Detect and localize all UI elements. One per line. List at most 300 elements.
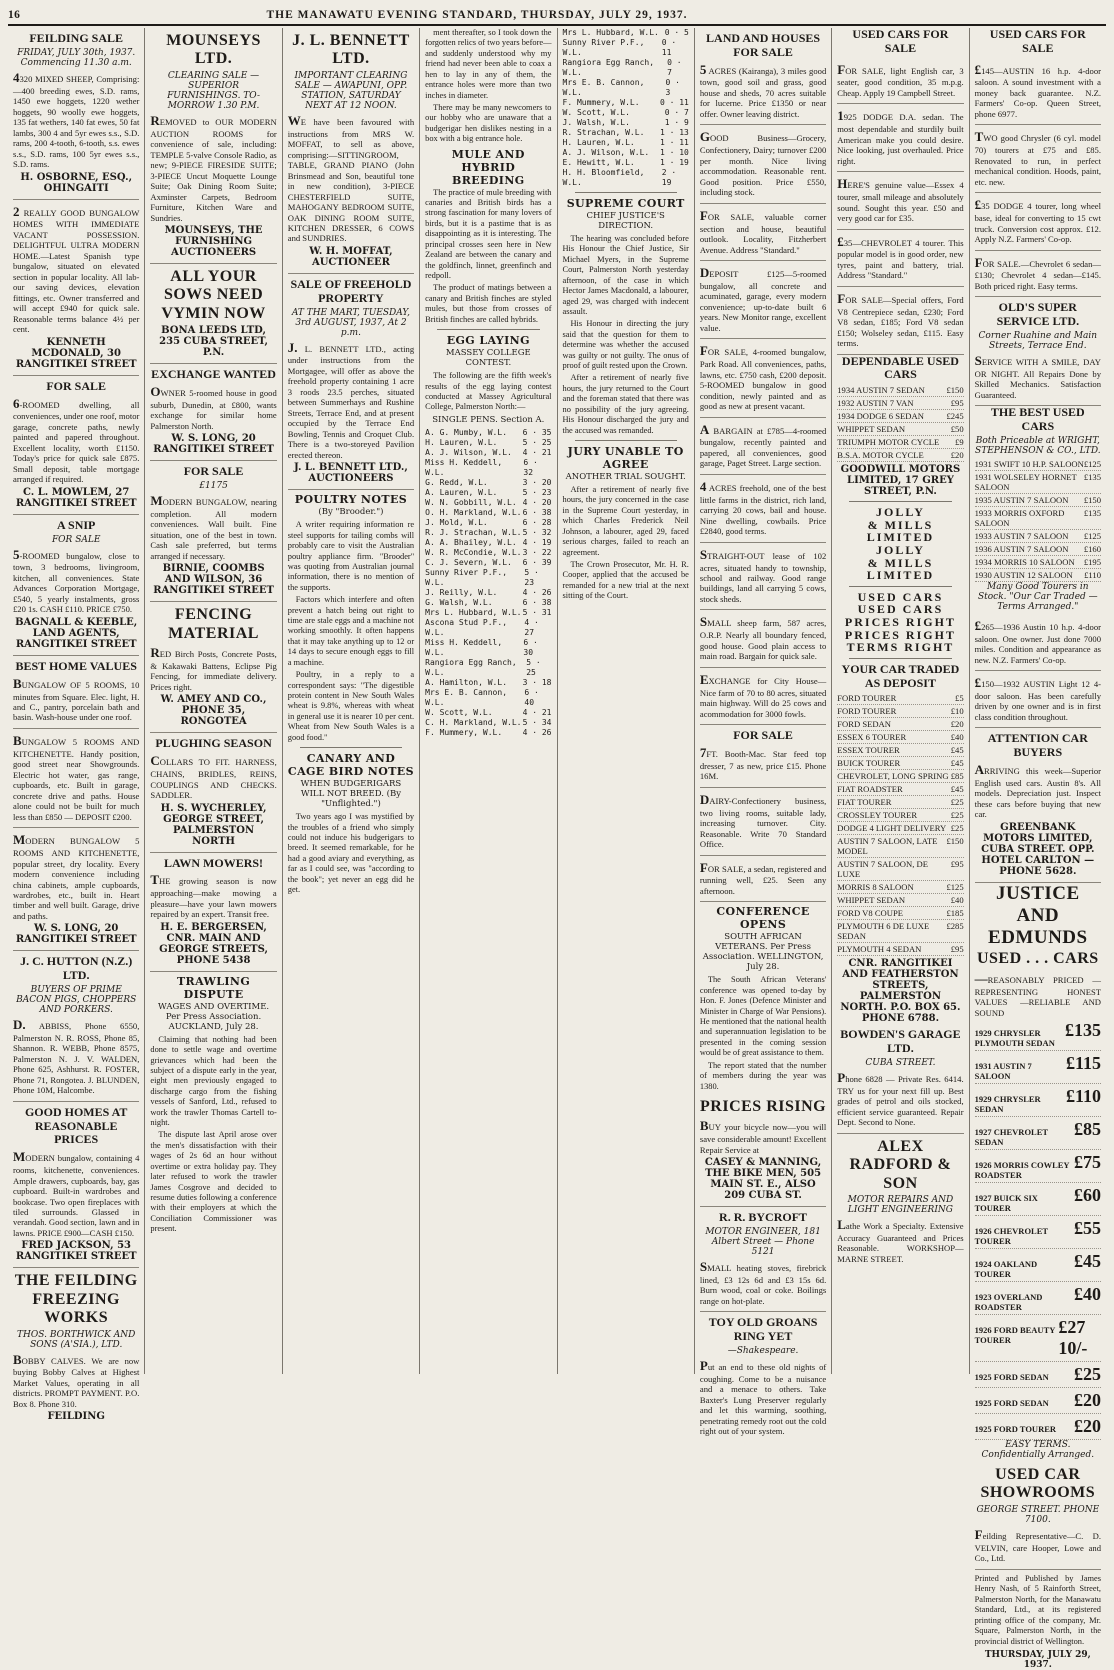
result-row xyxy=(425,428,551,438)
price-list-item xyxy=(837,692,963,705)
story-subheading: CHIEF JUSTICE'S DIRECTION. xyxy=(586,211,665,231)
entrant-name: A. A. Bhailey, W.L. xyxy=(425,537,517,547)
entrant-score: 5 · 32 xyxy=(522,527,552,537)
item-name: WHIPPET SEDAN xyxy=(837,424,906,435)
item-name: AUSTIN 7 SALOON, DE LUXE xyxy=(837,859,928,880)
price-list-item xyxy=(975,494,1101,507)
entrant-score: 3 · 20 xyxy=(522,477,552,487)
item-price: £135 xyxy=(1083,471,1101,482)
classified-ad xyxy=(700,339,826,417)
result-row xyxy=(425,508,551,518)
entrant-name: G. Redd, W.L. xyxy=(425,477,488,487)
item-name: CROSSLEY TOURER xyxy=(837,810,918,821)
ad-subheading: FRIDAY, JULY 30th, 1937. Commencing 11.30 a.m. xyxy=(17,47,136,68)
price-list-item xyxy=(975,1117,1101,1150)
classified-ad xyxy=(975,193,1101,250)
result-row xyxy=(425,548,551,558)
item-price: £45 xyxy=(1074,1251,1101,1272)
column-rule xyxy=(575,440,677,441)
result-row xyxy=(425,438,551,448)
ad-heading: ALL YOUR SOWS NEED VYMIN NOW xyxy=(161,268,266,322)
entrant-name: R. J. Strachan, W.L. xyxy=(425,527,522,537)
item-price: £195 xyxy=(1083,556,1101,567)
ad-body-text: J. L. BENNETT LTD., acting under instructions from the Mortgagee, will offer as above the freehold property containing 1 acre 3 roods 23.5 perches, situated between Summerhays and Rushine Streets, Terrace End, and at present occupied by the Terrace End Bowling, Tennis and Croquet Club. There is a two-storeyed Pavilion erected thereon. xyxy=(287,339,415,460)
ad-subheading: CUBA STREET. xyxy=(865,1057,936,1068)
entrant-name: Sunny River P.F., W.L. xyxy=(425,567,508,587)
item-name: CHEVROLET, LONG SPRING xyxy=(837,771,949,782)
news-story xyxy=(700,905,826,1092)
item-name: TRIUMPH MOTOR CYCLE xyxy=(837,437,940,448)
item-price: £40 xyxy=(950,895,964,906)
ad-body-text: £35—CHEVROLET 4 tourer. This popular model is in good order, new tyres, paint and battery, trial. Address "Standard." xyxy=(837,233,964,281)
advertiser-name: GREENBANK MOTORS LIMITED, CUBA STREET. OPP. HOTEL CARLTON — PHONE 5628. xyxy=(981,821,1095,877)
egg-laying-results xyxy=(425,428,551,738)
item-price: £55 xyxy=(1074,1218,1101,1239)
story-paragraph: After a retirement of nearly five hours, the jury returned to the Court and the foreman stated that there was no possibility of the jury agreeing. His Honour discharged the jury and the accused was remanded. xyxy=(562,373,689,435)
ad-body-text: 4320 MIXED SHEEP, Comprising:—400 breeding ewes, S.D. rams, 1450 ewe hoggets, 1220 wether hoggets, 90 woolly ewe hoggets, 135 fat wethers, 140 fat ewes, 50 fat lambs, 300 4 and 5yr ewes s.s., S.D. rams, 200 4-tooth, 6-tooth, s.s. ewes s.s., S.D. rams, 100 5yr ewes s.s., S.D. rams. xyxy=(13,69,140,170)
ad-body-text: 5 ACRES (Kairanga), 3 miles good town, good soil and grass, good house and sheds, 70 acres suitable for lucerne. Price £1350 or near offer. Owner leaving district. xyxy=(699,61,827,119)
price-list-item xyxy=(837,718,963,731)
ad-body-text: FOR SALE—Special offers, Ford V8 Centrepiece sedan, £230; Ford V8 sedan, £185; Ford V8 sedan £150; Wolseley sedan, £115. Easy terms. xyxy=(837,290,964,349)
entrant-score: 5 · 25 xyxy=(522,437,552,447)
item-price: £150 xyxy=(946,836,964,847)
classified-ad xyxy=(150,853,276,972)
ad-body-text: Lathe Work a Specialty. Extensive Accuracy Guaranteed and Prices Reasonable. WORKSHOP—MARNE STREET. xyxy=(837,1216,964,1264)
classified-ad xyxy=(700,261,826,339)
news-story xyxy=(150,975,276,1235)
column-4 xyxy=(420,28,557,1374)
entrant-name: Miss H. Keddell, W.L. xyxy=(425,457,503,477)
ad-body-text: MODERN BUNGALOW 5 ROOMS AND KITCHENETTE, popular street, dry locality. Every modern convenience including china cabinets, ample cupboards, wardrobes, etc., built in. Heart timber and well built. Garage, drive and paths. xyxy=(13,832,140,921)
ad-body-text: FOR SALE, a sedan, registered and running well, £25. Seen any afternoon. xyxy=(699,859,827,896)
price-list-item xyxy=(837,858,963,881)
ad-body-text: 7FT. Booth-Mac. Star feed top dresser, 7 as new, price £15. Phone 16M. xyxy=(699,744,827,782)
classified-ad xyxy=(288,274,414,490)
result-row xyxy=(425,448,551,458)
price-list-item xyxy=(837,449,963,462)
result-row xyxy=(425,488,551,498)
used-cars-line: TERMS RIGHT xyxy=(846,640,955,655)
used-cars-line: PRICES RIGHT xyxy=(844,627,956,642)
result-row xyxy=(563,28,689,38)
entrant-score: 0 · 3 xyxy=(665,78,680,97)
result-row xyxy=(563,78,689,98)
entrant-name: J. Mold, W.L. xyxy=(425,517,488,527)
masthead xyxy=(8,6,1106,26)
ad-body-text: SERVICE WITH A SMILE, DAY OR NIGHT. All Repairs Done by Skilled Mechanics. Satisfaction Guaranteed. xyxy=(974,352,1101,400)
easy-terms-note: EASY TERMS. Confidentially Arranged. xyxy=(981,1440,1095,1461)
section-header: USED CARS FOR SALE xyxy=(852,27,949,55)
item-price: £95 xyxy=(950,859,964,870)
classified-ad xyxy=(700,475,826,543)
classified-ad xyxy=(975,671,1101,728)
entrant-score: 6 · 28 xyxy=(522,517,552,527)
entrant-score: 1 · 13 xyxy=(659,128,689,137)
classified-ad xyxy=(837,58,963,105)
classified-ad xyxy=(150,461,276,602)
item-name: 1933 AUSTIN 7 SALOON xyxy=(974,530,1069,541)
ad-body-text: D. ABBISS, Phone 6550, Palmerston N. R. ROSS, Phone 85, Shannon. R. WEBB, Phone 8575, Palmerston N. J. V. WALDEN, Phone 625, Ashhurst. R. FOSTER, Phone 71, Rongotea. J. BLUNDEN, Phone 10M, Halcombe. xyxy=(13,1017,140,1096)
column-8-content xyxy=(974,27,1101,1670)
result-row xyxy=(563,168,689,188)
ad-body-text: WE have been favoured with instructions from MRS W. MOFFAT, to sell as above, comprising:—SITTINGROOM, TABLE, GRAND PIANO (John Brinsmead and Son, beautiful tone in new condition), 3-PIECE CHESTERFIELD SUITE, MAHOGANY BEDROOM SUITE, OAK DINING ROOM SUITE, KITCHEN DRESSER, 6 COWS and SUNDRIES. xyxy=(287,112,415,244)
entrant-score: 3 · 18 xyxy=(522,677,552,687)
entrant-name: Mrs E. B. Cannon, W.L. xyxy=(562,78,645,97)
price-list xyxy=(975,458,1101,582)
entrant-score: 1 · 9 xyxy=(664,118,689,127)
entrant-name: Rangiora Egg Ranch, W.L. xyxy=(425,657,517,677)
jolly-mills-logo-line: & MILLS xyxy=(867,517,934,532)
item-price: £75 xyxy=(1074,1152,1101,1173)
ad-body-text: BUNGALOW 5 ROOMS AND KITCHENETTE. Handy position, good street near Showgrounds. Electric hot water, gas range, cupboards, etc. Built in garage, concrete drive and paths. House alone could not be built for much less than £850 — DEPOSIT £200. xyxy=(13,732,140,822)
entrant-name: Mrs L. Hubbard, W.L. xyxy=(425,607,522,617)
contest-intro: The following are the fifth week's results of the egg laying contest conducted at Massey Agricultural College, Palmerston North:— xyxy=(425,371,552,412)
contest-headline: EGG LAYING xyxy=(446,334,530,348)
story-paragraph: Two years ago I was mystified by the troubles of a friend who simply could not induce his budgerigars to breed. It seemed remarkable, for he had a good aviary and everything, as far as I could see, was "according to the book"; yet never an egg did he get. xyxy=(287,812,415,895)
column-2-content xyxy=(150,28,276,1374)
item-price: £150 xyxy=(946,385,964,396)
entrant-name: J. Reilly, W.L. xyxy=(425,587,498,597)
price-list-item xyxy=(975,1018,1101,1051)
ad-body-text: GOOD Business—Grocery, Confectionery, Dairy; turnover £200 per month. Nice living accommodation. Reasonable rent. Good position. Price £550, including stock. xyxy=(699,129,827,198)
price-list-item xyxy=(975,1315,1101,1362)
ad-heading: LAWN MOWERS! xyxy=(164,855,264,870)
ad-body-text: £265—1936 Austin 10 h.p. 4-door saloon. One owner. Just done 7000 miles. Condition and appearance as new. N.Z. Farmers' Co-op. xyxy=(974,617,1101,665)
item-name: MORRIS 8 SALOON xyxy=(837,882,914,893)
column-5 xyxy=(558,28,695,1374)
classified-ad xyxy=(837,104,963,172)
entrant-name: Rangiora Egg Ranch, W.L. xyxy=(562,58,655,77)
price-list-item xyxy=(837,796,963,809)
ad-body-text: TWO good Chrysler (6 cyl. model 70) tourers at £75 and £85. Renovated to run, in perfect mechanical condition. Hoods, paint, etc. new. xyxy=(974,129,1101,187)
entrant-name: Miss H. Keddell, W.L. xyxy=(425,637,503,657)
item-name: 1931 SWIFT 10 H.P. SALOON xyxy=(974,458,1084,469)
entrant-name: C. H. Markland, W.L. xyxy=(425,717,522,727)
item-price: £40 xyxy=(1074,1284,1101,1305)
ad-heading: A SNIP xyxy=(57,517,96,532)
result-row xyxy=(563,108,689,118)
result-row xyxy=(425,658,551,678)
item-name: 1929 CHRYSLER PLYMOUTH SEDAN xyxy=(974,1028,1055,1049)
item-name: FORD V8 COUPE xyxy=(837,908,903,919)
ad-body-text: SMALL sheep farm, 587 acres, O.R.P. Nearly all boundary fenced, good house. Good plain access to main road. Bargain for quick sale. xyxy=(699,614,827,662)
price-list-item xyxy=(975,569,1101,582)
entrant-name: W. Scott, W.L. xyxy=(562,108,630,117)
classified-ad xyxy=(13,28,139,200)
price-list-item xyxy=(975,556,1101,569)
advertiser-name: KENNETH MCDONALD, 30 RANGITIKEI STREET xyxy=(15,336,137,370)
item-price: £125 xyxy=(1083,530,1101,541)
advertiser-name: BONA LEEDS LTD, 235 CUBA STREET, P.N. xyxy=(159,325,268,359)
price-list-item xyxy=(975,458,1101,471)
ad-body-text: Phone 6828 — Private Res. 6414. TRY us for your next fill up. Best grades of petrol and oils stocked, efficient service guaranteed. Repair Dept. Second to None. xyxy=(837,1069,964,1128)
story-subheading: SOUTH AFRICAN VETERANS. Per Press Association. WELLINGTON, July 28. xyxy=(702,932,824,973)
price-list-item xyxy=(975,1150,1101,1183)
item-name: B.S.A. MOTOR CYCLE xyxy=(837,450,924,461)
news-story xyxy=(425,148,551,325)
price-list-item xyxy=(837,920,963,943)
entrant-name: A. Hamilton, W.L. xyxy=(425,677,508,687)
story-paragraph: The product of matings between a canary and British finches are styled mules, but those from crosses of British finches are called hybrids. xyxy=(425,283,552,324)
item-name: BUICK TOURER xyxy=(837,758,901,769)
ad-heading: J. L. BENNETT LTD. xyxy=(292,32,410,68)
price-list-item xyxy=(975,1388,1101,1414)
story-headline: TRAWLING DISPUTE xyxy=(176,974,251,1001)
entrant-score: 6 · 38 xyxy=(522,597,552,607)
ad-heading: BEST HOME VALUES xyxy=(15,658,137,673)
result-row xyxy=(425,598,551,608)
egg-laying-contest xyxy=(425,334,551,738)
column-2 xyxy=(145,28,282,1374)
price-list-item xyxy=(975,1414,1101,1440)
story-paragraph: The hearing was concluded before His Honour the Chief Justice, Sir Michael Myers, in the Supreme Court, Palmerston North yesterday afternoon, of the case in which Hector James Macdonald, a labourer, aged 29, was charged with indecent assault. xyxy=(562,234,689,316)
classified-ad xyxy=(150,28,276,264)
result-row xyxy=(425,688,551,708)
entrant-score: 6 · 32 xyxy=(523,457,538,477)
ad-heading: ATTENTION CAR BUYERS xyxy=(987,731,1088,760)
best-cars-note: Many Good Tourers in Stock. "Our Car Traded — Terms Arranged." xyxy=(977,581,1098,612)
entrant-name: O. H. Markland, W.L. xyxy=(425,507,522,517)
item-price: £20 xyxy=(1074,1416,1101,1437)
classified-ad xyxy=(700,125,826,203)
story-subheading: WAGES AND OVERTIME. Per Press Association. AUCKLAND, July 28. xyxy=(158,1001,270,1032)
item-price: £135 xyxy=(1083,507,1101,518)
classified-ad xyxy=(975,251,1101,298)
advertiser-name: CASEY & MANNING, THE BIKE MEN, 505 MAIN ST. E., ALSO 209 CUBA ST. xyxy=(704,1157,822,1202)
story-paragraph: The Crown Prosecutor, Mr. H. R. Cooper, applied that the accused be remanded for a new trial at the next sitting of the Court. xyxy=(562,559,689,601)
item-price: £50 xyxy=(950,424,964,435)
advertiser-name: C. L. MOWLEM, 27 RANGITIKEI STREET xyxy=(15,486,137,509)
entrant-score: 4 · 20 xyxy=(522,497,552,507)
entrant-score: 0 · 11 xyxy=(659,98,689,107)
classified-ad xyxy=(700,725,826,788)
story-paragraph: Poultry, in a reply to a correspondent says: "The digestible protein content in New South Wales wheat is 9.8%, whereas with wheat in general use it is nearer 10 per cent. Wheat from New South Wales is a good food." xyxy=(287,670,415,742)
item-price: £25 xyxy=(950,797,964,808)
item-name: 1935 AUSTIN 7 SALOON xyxy=(974,494,1069,505)
item-name: 1925 FORD SEDAN xyxy=(974,1372,1049,1383)
entrant-score: 1 · 10 xyxy=(659,148,689,157)
ad-body-text: 6-ROOMED dwelling, all conveniences, under one roof, motor garage, concrete paths, newly painted and papered throughout. Excellent locality, worth £1150. Today's price for quick sale £875. Small deposit, table mortgage arranged if required. xyxy=(13,395,140,485)
entrant-score: 0 · 7 xyxy=(664,108,689,117)
advertiser-name: W. AMEY AND CO., PHONE 35, RONGOTEA xyxy=(160,694,267,728)
ad-body-text: BOBBY CALVES. We are now buying Bobby Calves at Highest Market Values, operating in all districts. PROMPT PAYMENT. P.O. Box 8. Phone 310. xyxy=(13,1351,140,1409)
item-name: 1933 MORRIS OXFORD SALOON xyxy=(974,507,1065,528)
ad-heading: PLUGHING SEASON xyxy=(155,736,272,751)
item-name: 1931 AUSTIN 7 SALOON xyxy=(974,1061,1032,1082)
jolly-mills-logo-line: & MILLS xyxy=(867,555,934,570)
classified-ad xyxy=(13,376,139,515)
ad-heading: LAND AND HOUSES FOR SALE xyxy=(706,31,821,59)
entrant-name: E. Hewitt, W.L. xyxy=(562,158,635,167)
entrant-score: 0 · 11 xyxy=(661,38,677,57)
entrant-score: 6 · 30 xyxy=(523,637,538,657)
item-name: PLYMOUTH 4 SEDAN xyxy=(837,944,922,955)
item-name: 1934 AUSTIN 7 SEDAN xyxy=(837,385,925,396)
classified-ad xyxy=(975,125,1101,193)
entrant-score: 0 · 7 xyxy=(667,58,682,77)
item-price: £110 xyxy=(1084,569,1101,580)
price-list xyxy=(837,384,963,462)
result-row xyxy=(425,638,551,658)
price-list-item xyxy=(837,835,963,858)
entrant-score: 3 · 22 xyxy=(522,547,552,557)
ad-heading: USED CAR SHOWROOMS xyxy=(980,1466,1096,1502)
entrant-score: 4 · 27 xyxy=(524,617,539,637)
ad-heading: PRICES RISING xyxy=(700,1097,827,1115)
classified-ad xyxy=(700,418,826,475)
item-name: DODGE 4 LIGHT DELIVERY xyxy=(837,823,947,834)
item-name: 1925 FORD TOURER xyxy=(974,1424,1057,1435)
classified-ad xyxy=(975,614,1101,671)
ad-subheading: AT THE MART, TUESDAY, 3rd AUGUST, 1937, At 2 p.m. xyxy=(291,307,411,338)
item-price: £125 xyxy=(946,882,964,893)
price-list-item xyxy=(837,943,963,956)
result-row xyxy=(425,528,551,538)
item-price: £45 xyxy=(950,758,964,769)
ad-body-text: £145—AUSTIN 16 h.p. 4-door saloon. A sound investment with a money back guarantee. N.Z. Farmers' Co-op. Queen Street, phone 6977. xyxy=(974,61,1101,119)
ad-heading: FENCING MATERIAL xyxy=(168,606,259,642)
section-header: USED CARS FOR SALE xyxy=(989,27,1086,55)
ad-body-text: FOR SALE, valuable corner section and house, beautiful outlook. Locality, Fitzherbert Avenue. Address "Standard." xyxy=(699,207,827,255)
ad-body-text: 5-ROOMED bungalow, close to town, 3 bedrooms, livingroom, kitchen, all conveniences. State Advances Corporation Mortgage, £540, 5 yearly instalments, gross £20 1s. CASH £110. PRICE £750. xyxy=(13,546,140,615)
item-price: £245 xyxy=(946,411,964,422)
entrant-name: Sunny River P.F., W.L. xyxy=(562,38,645,57)
newspaper-title: THE MANAWATU EVENING STANDARD, THURSDAY, JULY 29, 1937. xyxy=(266,9,688,21)
ad-body-text: Put an end to these old nights of coughing. Come to be a nuisance and a menace to others. Take Baxter's Lung Preserver regularly and let this warming, soothing, penetrating remedy root out the cold right out of your system. xyxy=(699,1357,827,1437)
item-name: FORD SEDAN xyxy=(837,719,891,730)
price-list-item xyxy=(975,1216,1101,1249)
item-name: 1931 WOLSELEY HORNET SALOON xyxy=(974,471,1077,492)
classified-ad xyxy=(150,264,276,364)
used-cars-line: USED CARS xyxy=(857,602,944,617)
item-name: FORD TOURER xyxy=(837,706,897,717)
ad-body-text: RED Birch Posts, Concrete Posts, & Kakawaki Battens, Eclipse Pig Fencing, for immediate delivery. Prices right. xyxy=(150,645,277,692)
story-headline: CONFERENCE OPENS xyxy=(716,905,810,932)
item-name: 1929 CHRYSLER SEDAN xyxy=(974,1094,1041,1115)
result-row xyxy=(563,58,689,78)
story-headline: JURY UNABLE TO AGREE xyxy=(567,445,684,472)
result-row xyxy=(563,148,689,158)
classified-ad xyxy=(700,204,826,261)
olds-service-ad xyxy=(975,297,1101,406)
entrant-name: G. Walsh, W.L. xyxy=(425,597,493,607)
classified-ad xyxy=(150,364,276,461)
ad-body-text: REMOVED to OUR MODERN AUCTION ROOMS for convenience of sale, including: TEMPLE 5-valve Console Radio, as new; 9-PIECE FIRESIDE SUITE; 3-PIECE Uncut Moquette Lounge Suite; Oak Dining Room Suite; Axminster Carpets, Bedroom Furniture, Kitchen Ware and Sundries. xyxy=(150,112,277,223)
used-cars-line: PRICES RIGHT xyxy=(844,614,956,629)
price-list-item xyxy=(837,809,963,822)
justice-edmunds-heading: JUSTICE AND EDMUNDS xyxy=(988,882,1088,948)
result-row xyxy=(425,568,551,588)
page-number: 16 xyxy=(8,9,21,21)
item-name: 1926 CHEVROLET TOURER xyxy=(974,1226,1048,1247)
result-row xyxy=(563,138,689,148)
price-list-item xyxy=(975,1183,1101,1216)
ad-body-text: SMALL heating stoves, firebrick lined, £3 12s 6d and £3 15s 6d. Burn wood, coal or coke. Boilings range on hot-plate. xyxy=(699,1258,827,1306)
jolly-mills-logo-line: LIMITED xyxy=(866,530,935,545)
story-paragraph: Claiming that nothing had been done to settle wage and overtime grievances which had been the subject of a dispute early in the year, eight men previously engaged to discharge cargo from the fishing vessels of Sanford, Ltd., refused to work the trawler Thomas Cartell to-night. xyxy=(150,1034,277,1128)
classified-ad xyxy=(700,1094,826,1207)
entrant-name: Mrs E. B. Cannon, W.L. xyxy=(425,687,508,707)
ad-body-text: DEPOSIT £125—5-roomed bungalow, all concrete and acuminated, garage, every modern convenience; up-to-date built 6 years. New Monitor range, excellent value. xyxy=(699,264,827,333)
result-row xyxy=(563,98,689,108)
item-price: £85 xyxy=(950,771,964,782)
item-name: 1930 AUSTIN 12 SALOON xyxy=(974,569,1073,580)
price-list-item xyxy=(975,1249,1101,1282)
advertiser-name: W. H. MOFFAT, AUCTIONEER xyxy=(309,245,393,268)
entrant-name: W. N. Gobbill, W.L. xyxy=(425,497,517,507)
ad-subheading: MOTOR ENGINEER, 181 Albert Street — Phone 5121 xyxy=(705,1226,821,1257)
advertiser-name: H. E. BERGERSEN, CNR. MAIN AND GEORGE STREETS, PHONE 5438 xyxy=(159,921,268,966)
item-name: 1924 OAKLAND TOURER xyxy=(974,1259,1038,1280)
item-price: £40 xyxy=(950,732,964,743)
column-4-content xyxy=(425,28,551,1374)
result-row xyxy=(425,478,551,488)
item-name: 1926 FORD BEAUTY TOURER xyxy=(974,1325,1056,1346)
price-list-item xyxy=(837,770,963,783)
jolly-mills-logo-line: JOLLY xyxy=(875,505,925,520)
ad-subheading: BUYERS OF PRIME BACON PIGS, CHOPPERS AND PORKERS. xyxy=(16,985,137,1016)
ad-subheading: FOR SALE xyxy=(51,534,101,545)
advertiser-name: H. S. WYCHERLEY, GEORGE STREET, PALMERSTON NORTH xyxy=(160,802,267,847)
classified-ad xyxy=(150,733,276,852)
entrant-name: W. R. McCondie, W.L. xyxy=(425,547,522,557)
ad-subheading: CLEARING SALE — SUPERIOR FURNISHINGS. TO-MORROW 1.30 P.M. xyxy=(167,70,261,111)
item-price: £10 xyxy=(950,706,964,717)
entrant-score: 1 · 19 xyxy=(659,158,689,167)
story-paragraph: Factors which interfere and often prevent a hatch being out right to time are stale eggs and a machine not working smoothly. It often happens that it may take anything up to 12 or 14 days to secure enough eggs to fill a machine. xyxy=(287,595,415,667)
ad-body-text: Feilding Representative—C. D. VELVIN, care Hooper, Lowe and Co., Ltd. xyxy=(974,1526,1101,1564)
story-headline: CANARY AND CAGE BIRD NOTES xyxy=(287,752,414,779)
ad-body-text: 1925 DODGE D.A. sedan. The most dependable and sturdily built American make you could desire. Nice looking, just overhauled. Price right. xyxy=(837,108,964,166)
story-headline: SUPREME COURT xyxy=(566,197,685,210)
entrant-score: 4 · 26 xyxy=(522,727,552,737)
column-3-content xyxy=(288,28,414,1374)
result-row xyxy=(425,728,551,738)
item-name: ESSEX TOURER xyxy=(837,745,900,756)
ad-body-text: £35 DODGE 4 tourer, long wheel base, ideal for converting to 15 cwt truck. Conversion cost approx. £12. Apply N.Z. Farmers' Co-op. xyxy=(974,197,1101,245)
ad-body-text: 2 REALLY GOOD BUNGALOW HOMES WITH IMMEDIATE VACANT POSSESSION. DELIGHTFUL ULTRA MODERN HOME.—Latest Spanish type bungalow, situated on elevated section in popular locality. All lab-our saving devices, elevation fittings, etc. Owner transferred and will accept £940 for quick sale. Reasonable terms balance 4½ per cent. xyxy=(13,203,140,335)
item-price: £20 xyxy=(950,719,964,730)
ad-heading: SALE OF FREEHOLD PROPERTY xyxy=(290,276,412,305)
item-name: FORD TOURER xyxy=(837,693,897,704)
ad-heading: OLD'S SUPER SERVICE LTD. xyxy=(996,300,1080,329)
item-name: 1927 CHEVROLET SEDAN xyxy=(974,1127,1048,1148)
column-3 xyxy=(283,28,420,1374)
item-price: £5 xyxy=(955,693,964,704)
price-list-item xyxy=(837,397,963,410)
entrant-name: C. J. Severn, W.L. xyxy=(425,557,512,567)
news-story xyxy=(288,493,414,743)
entrant-name: J. Walsh, W.L. xyxy=(562,118,630,127)
entrant-score: 4 · 26 xyxy=(522,587,552,597)
ad-heading: FOR SALE xyxy=(183,464,244,479)
ad-subheading: Corner Ruahine and Main Streets, Terrace End. xyxy=(978,330,1098,351)
column-1-content xyxy=(13,28,140,1423)
item-name: 1923 OVERLAND ROADSTER xyxy=(974,1292,1043,1313)
printer-imprint: Printed and Published by James Henry Nash, of 5 Rainforth Street, Palmerston North, for the Manawatu Standard, Ltd., at its registered printing office of the company, Mr. Square, Palmerston North, in the provincial district of Wellington. xyxy=(974,1573,1101,1646)
ad-subheading: MOTOR REPAIRS AND LIGHT ENGINEERING xyxy=(847,1194,954,1215)
item-price: £20 xyxy=(950,450,964,461)
classified-ad xyxy=(700,610,826,667)
result-row xyxy=(425,678,551,688)
classified-ad xyxy=(700,543,826,611)
entrant-score: 6 · 38 xyxy=(522,507,552,517)
news-story xyxy=(288,752,414,895)
advertiser-name: BIRNIE, COOMBS AND WILSON, 36 RANGITIKEI STREET xyxy=(153,563,274,597)
car-buyers-ad xyxy=(975,728,1101,882)
item-price: £95 xyxy=(950,944,964,955)
item-price: £45 xyxy=(950,784,964,795)
